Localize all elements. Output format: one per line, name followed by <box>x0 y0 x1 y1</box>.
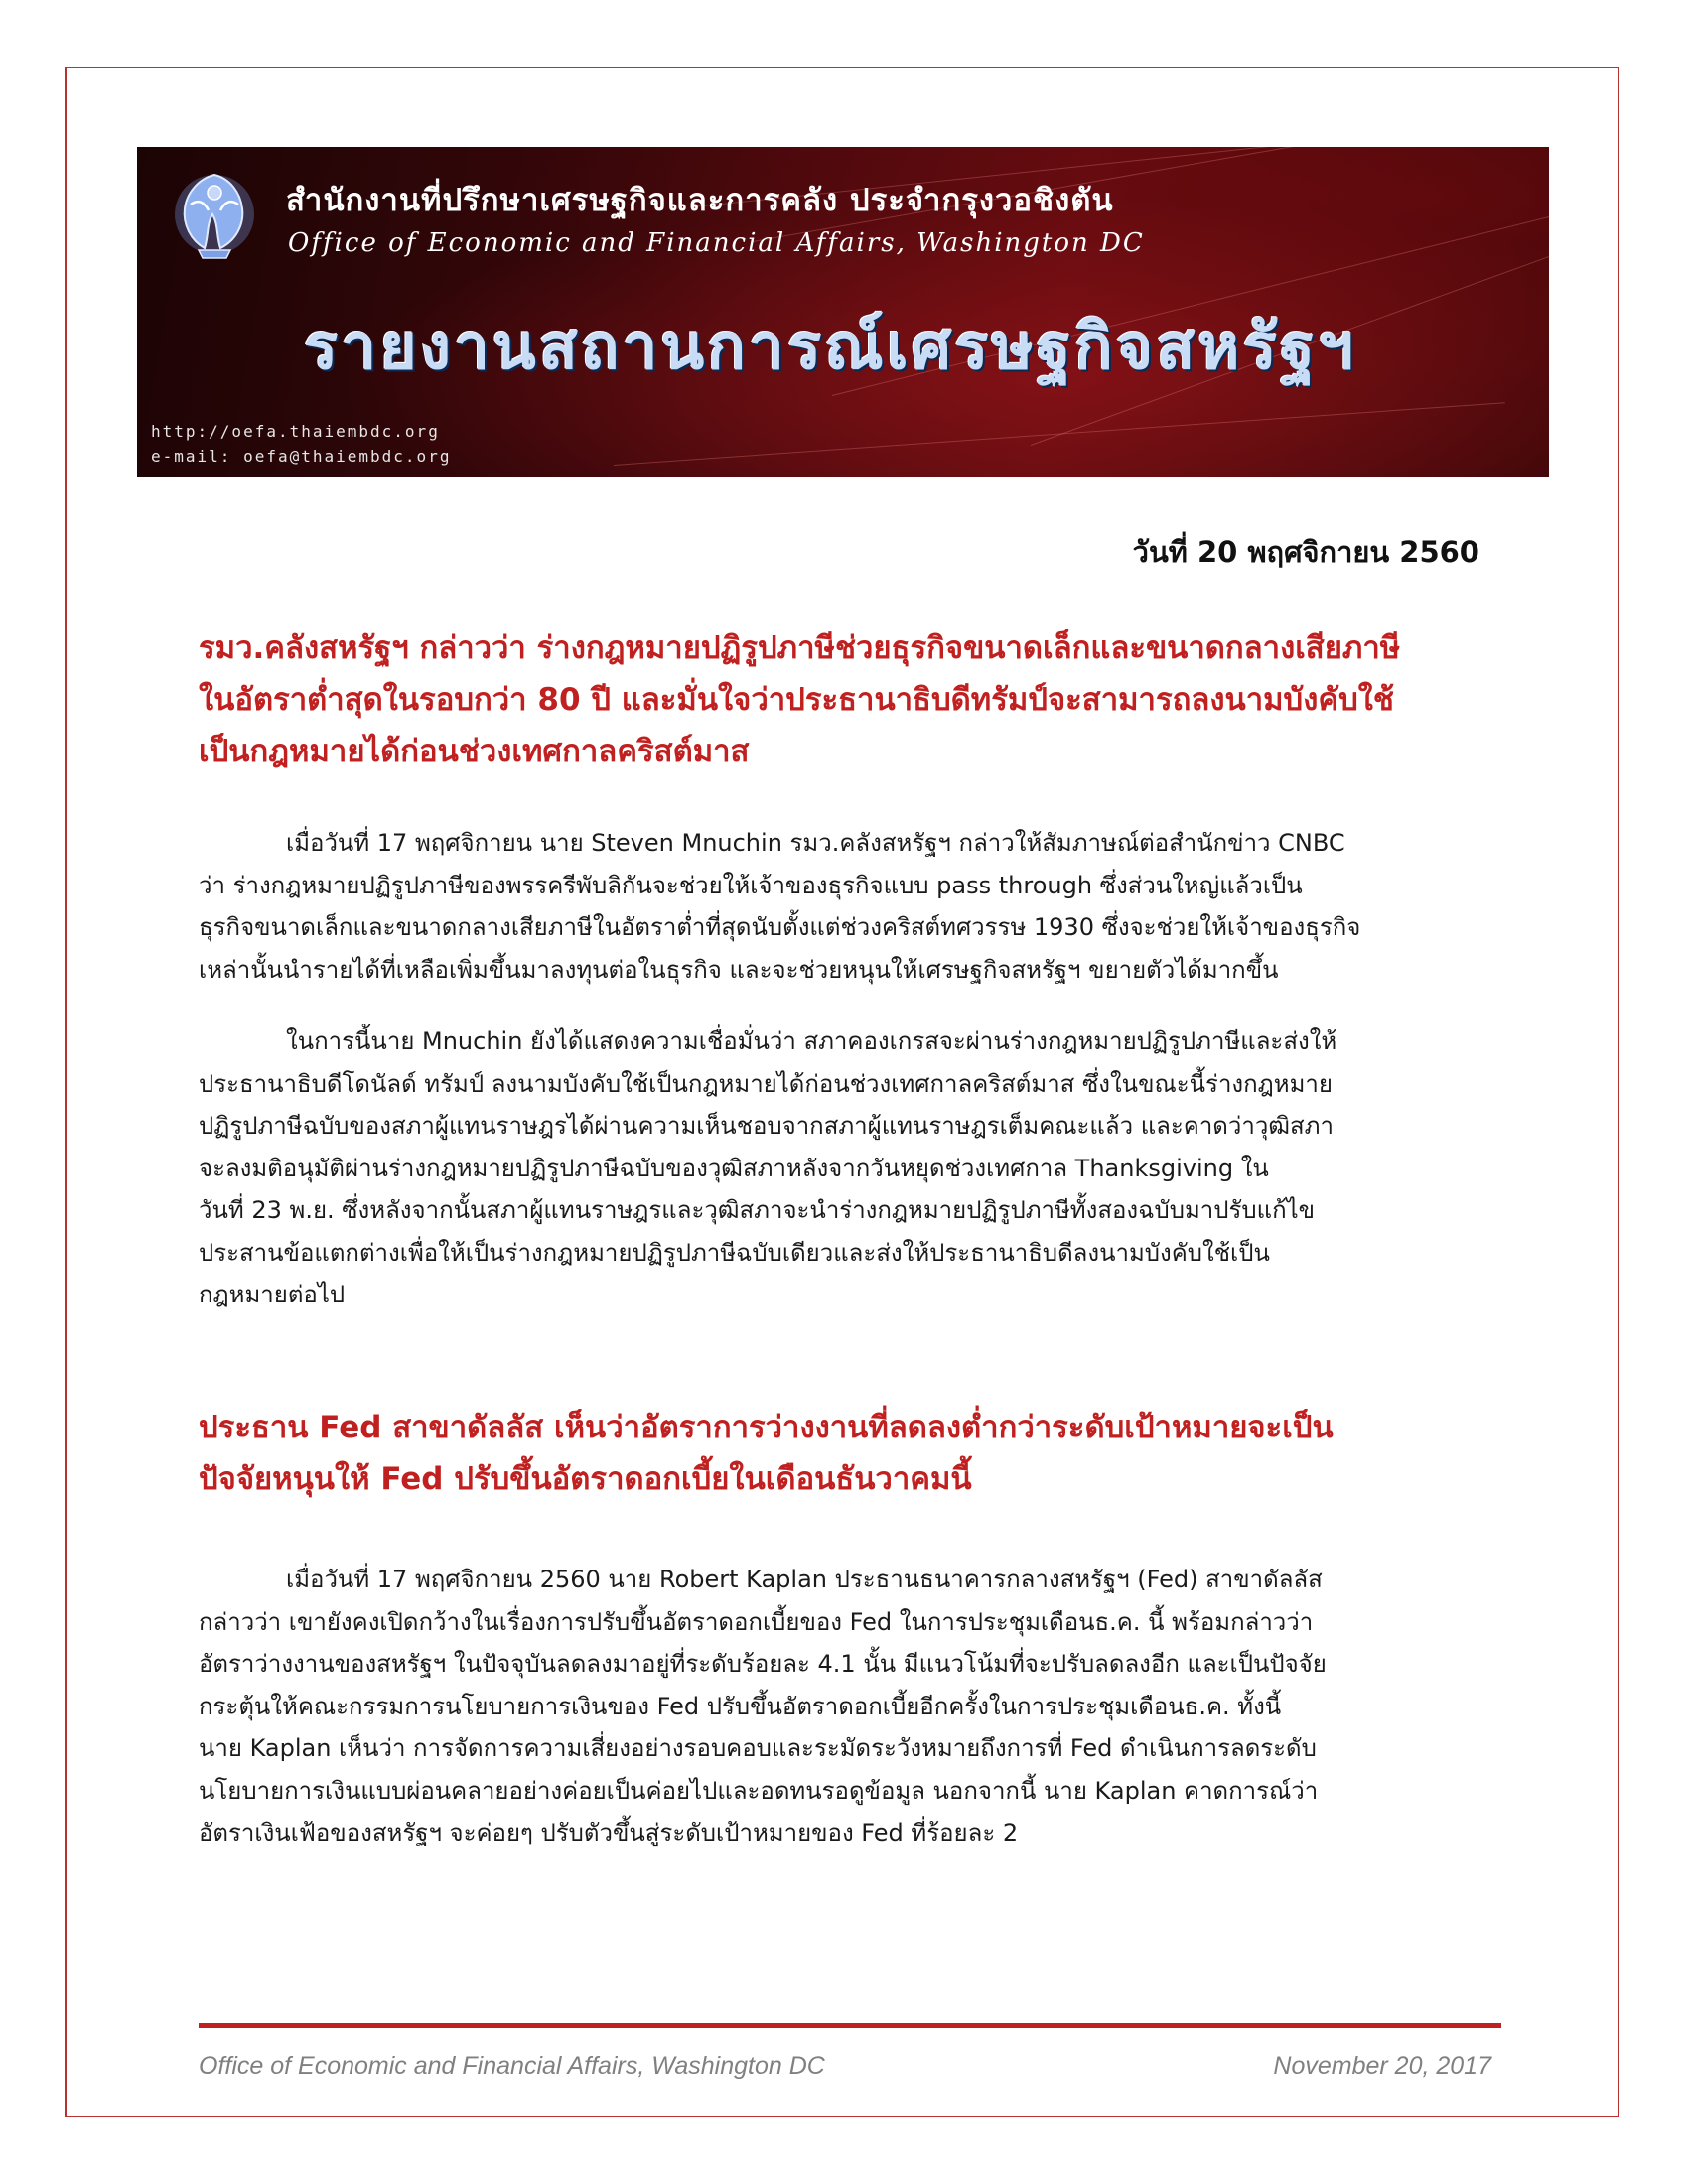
paragraph-line: นาย Kaplan เห็นว่า การจัดการความเสี่ยงอย่างรอบคอบและระมัดระวังหมายถึงการที่ Fed ดำเนินการลดระดับ <box>199 1734 1317 1762</box>
paragraph-line: กล่าวว่า เขายังคงเปิดกว้างในเรื่องการปรับขึ้นอัตราดอกเบี้ยของ Fed ในการประชุมเดือนธ.ค. นี้ พร้อมกล่าวว่า <box>199 1607 1314 1636</box>
report-title: รายงานสถานการณ์เศรษฐกิจสหรัฐฯ <box>304 311 1357 384</box>
article-paragraph <box>199 1559 1509 1854</box>
headline-line: ในอัตราต่ำสุดในรอบกว่า 80 ปี และมั่นใจว่าประธานาธิบดีทรัมป์จะสามารถลงนามบังคับใช้ <box>199 682 1394 718</box>
header-banner <box>137 147 1549 477</box>
paragraph-line: วันที่ 23 พ.ย. ซึ่งหลังจากนั้นสภาผู้แทนราษฎรและวุฒิสภาจะนำร่างกฎหมายปฏิรูปภาษีทั้งสองฉบับมาปรับแก้ไข <box>199 1196 1316 1224</box>
paragraph-line: ในการนี้นาย Mnuchin ยังได้แสดงความเชื่อมั่นว่า สภาคองเกรสจะผ่านร่างกฎหมายปฏิรูปภาษีและส่งให้ <box>286 1027 1337 1055</box>
article-headline <box>199 1402 1499 1505</box>
article-paragraph <box>199 1021 1509 1316</box>
paragraph-line: ธุรกิจขนาดเล็กและขนาดกลางเสียภาษีในอัตราต่ำที่สุดนับตั้งแต่ช่วงคริสต์ทศวรรษ 1930 ซึ่งจะช่วยให้เจ้าของธุรกิจ <box>199 913 1361 941</box>
paragraph-line: กฎหมายต่อไป <box>199 1281 346 1308</box>
headline-line: ประธาน Fed สาขาดัลลัส เห็นว่าอัตราการว่างงานที่ลดลงต่ำกว่าระดับเป้าหมายจะเป็น <box>199 1410 1334 1445</box>
paragraph-line: นโยบายการเงินแบบผ่อนคลายอย่างค่อยเป็นค่อยไปและอดทนรอดูข้อมูล นอกจากนี้ นาย Kaplan คาดการณ์ว่า <box>199 1776 1319 1805</box>
paragraph-line: ว่า ร่างกฎหมายปฏิรูปภาษีของพรรครีพับลิกันจะช่วยให้เจ้าของธุรกิจแบบ pass through ซึ่งส่วนใหญ่แล้วเป็น <box>199 871 1303 899</box>
article-paragraph <box>199 822 1509 991</box>
paragraph-line: อัตราเงินเฟ้อของสหรัฐฯ จะค่อยๆ ปรับตัวขึ้นสู่ระดับเป้าหมายของ Fed ที่ร้อยละ 2 <box>199 1819 1019 1846</box>
website-url: http://oefa.thaiembdc.org <box>151 422 440 441</box>
paragraph-line: กระตุ้นให้คณะกรรมการนโยบายการเงินของ Fed ปรับขึ้นอัตราดอกเบี้ยอีกครั้งในการประชุมเดือนธ.ค. ทั้งนี้ <box>199 1692 1282 1720</box>
org-name-thai: สำนักงานที่ปรึกษาเศรษฐกิจและการคลัง ประจำกรุงวอชิงตัน <box>286 183 1114 218</box>
headline-line: ปัจจัยหนุนให้ Fed ปรับขึ้นอัตราดอกเบี้ยในเดือนธันวาคมนี้ <box>199 1461 972 1497</box>
headline-line: เป็นกฎหมายได้ก่อนช่วงเทศกาลคริสต์มาส <box>199 734 750 769</box>
org-name-english: Office of Economic and Financial Affairs, Washington DC <box>288 228 1145 258</box>
paragraph-line: อัตราว่างงานของสหรัฐฯ ในปัจจุบันลดลงมาอยู่ที่ระดับร้อยละ 4.1 นั้น มีแนวโน้มที่จะปรับลดลงอีก และเป็นปัจจัย <box>199 1650 1327 1678</box>
footer-date: November 20, 2017 <box>1273 2052 1491 2080</box>
paragraph-line: เมื่อวันที่ 17 พฤศจิกายน 2560 นาย Robert Kaplan ประธานธนาคารกลางสหรัฐฯ (Fed) สาขาดัลลัส <box>286 1566 1323 1593</box>
paragraph-line: จะลงมติอนุมัติผ่านร่างกฎหมายปฏิรูปภาษีฉบับของวุฒิสภาหลังจากวันหยุดช่วงเทศกาล Thanksgiving ใน <box>199 1154 1269 1182</box>
footer-divider <box>199 2023 1501 2028</box>
footer-organization: Office of Economic and Financial Affairs, Washington DC <box>199 2052 825 2080</box>
paragraph-line: ประธานาธิบดีโดนัลด์ ทรัมป์ ลงนามบังคับใช้เป็นกฎหมายได้ก่อนช่วงเทศกาลคริสต์มาส ซึ่งในขณะนี้ร่างกฎหมาย <box>199 1069 1333 1098</box>
report-date: วันที่ 20 พฤศจิกายน 2560 <box>1132 535 1479 569</box>
contact-email: e-mail: oefa@thaiembdc.org <box>151 447 452 466</box>
paragraph-line: ปฏิรูปภาษีฉบับของสภาผู้แทนราษฎรได้ผ่านความเห็นชอบจากสภาผู้แทนราษฎรเต็มคณะแล้ว และคาดว่าวุฒิสภา <box>199 1112 1334 1140</box>
paragraph-line: เหล่านั้นนำรายได้ที่เหลือเพิ่มขึ้นมาลงทุนต่อในธุรกิจ และจะช่วยหนุนให้เศรษฐกิจสหรัฐฯ ขยายตัวได้มากขึ้น <box>199 955 1279 984</box>
article-headline <box>199 622 1499 777</box>
paragraph-line: เมื่อวันที่ 17 พฤศจิกายน นาย Steven Mnuchin รมว.คลังสหรัฐฯ กล่าวให้สัมภาษณ์ต่อสำนักข่าว CNBC <box>286 829 1345 857</box>
headline-line: รมว.คลังสหรัฐฯ กล่าวว่า ร่างกฎหมายปฏิรูปภาษีช่วยธุรกิจขนาดเล็กและขนาดกลางเสียภาษี <box>199 630 1401 666</box>
paragraph-line: ประสานข้อแตกต่างเพื่อให้เป็นร่างกฎหมายปฏิรูปภาษีฉบับเดียวและส่งให้ประธานาธิบดีลงนามบังคับใช้เป็น <box>199 1238 1270 1267</box>
garuda-emblem-icon <box>169 165 260 262</box>
